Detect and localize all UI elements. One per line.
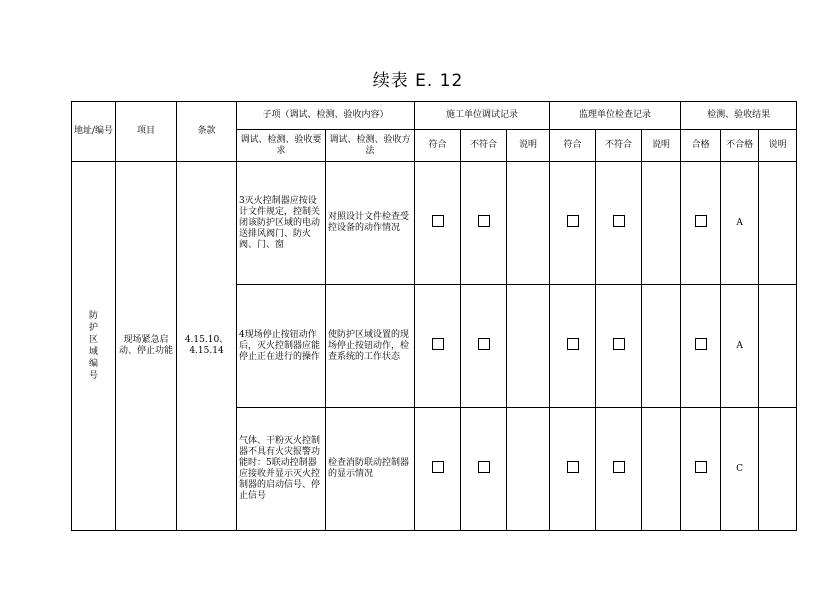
note-cell[interactable]	[642, 408, 681, 531]
address-code: 防护区域编号	[88, 311, 98, 381]
result-mark: C	[721, 408, 759, 531]
clause-cell: 4.15.10、4.15.14	[177, 162, 237, 531]
header-sub-item: 子项（调试、检测、验收内容）	[237, 102, 415, 130]
conform-checkbox[interactable]	[567, 215, 579, 227]
header-unqualified: 不合格	[721, 130, 759, 162]
item-cell: 现场紧急启动、停止功能	[116, 162, 177, 531]
header-method: 调试、检测、验收方法	[326, 130, 415, 162]
nonconform-checkbox[interactable]	[478, 215, 490, 227]
header-construction-record: 施工单位调试记录	[415, 102, 550, 130]
conform-checkbox[interactable]	[567, 338, 579, 350]
header-supervision-record: 监理单位检查记录	[550, 102, 681, 130]
note-cell[interactable]	[507, 285, 550, 408]
address-cell	[72, 162, 116, 531]
requirement-cell: 气体、干粉灭火控制器不具有火灾报警功能时：5联动控制器应接收并显示灭火控制器的启动信号、停止信号	[237, 408, 326, 531]
qualified-checkbox[interactable]	[695, 461, 707, 473]
table-row	[72, 162, 797, 285]
requirement-cell: 4现场停止按钮动作后，灭火控制器应能停止正在进行的操作	[237, 285, 326, 408]
method-cell: 检查消防联动控制器的显示情况	[326, 408, 415, 531]
method-cell: 对照设计文件检查受控设备的动作情况	[326, 162, 415, 285]
note-cell[interactable]	[759, 408, 797, 531]
header-nonconform: 不符合	[596, 130, 642, 162]
header-note: 说明	[507, 130, 550, 162]
note-cell[interactable]	[642, 162, 681, 285]
nonconform-checkbox[interactable]	[478, 461, 490, 473]
note-cell[interactable]	[759, 162, 797, 285]
header-address-code: 地址/编号	[72, 102, 116, 162]
header-clause: 条款	[177, 102, 237, 162]
header-note: 说明	[759, 130, 797, 162]
requirement-cell: 3灭火控制器应按设计文件规定，控制关闭该防护区域的电动送排风阀门、防火阀、门、窗	[237, 162, 326, 285]
header-conform: 符合	[550, 130, 596, 162]
note-cell[interactable]	[507, 162, 550, 285]
nonconform-checkbox[interactable]	[613, 338, 625, 350]
nonconform-checkbox[interactable]	[613, 215, 625, 227]
qualified-checkbox[interactable]	[695, 338, 707, 350]
header-requirement: 调试、检测、验收要求	[237, 130, 326, 162]
nonconform-checkbox[interactable]	[478, 338, 490, 350]
conform-checkbox[interactable]	[432, 338, 444, 350]
header-conform: 符合	[415, 130, 461, 162]
header-qualified: 合格	[681, 130, 721, 162]
header-item: 项目	[116, 102, 177, 162]
note-cell[interactable]	[759, 285, 797, 408]
inspection-table	[71, 101, 797, 531]
conform-checkbox[interactable]	[432, 215, 444, 227]
qualified-checkbox[interactable]	[695, 215, 707, 227]
nonconform-checkbox[interactable]	[613, 461, 625, 473]
conform-checkbox[interactable]	[567, 461, 579, 473]
note-cell[interactable]	[507, 408, 550, 531]
result-mark: A	[721, 285, 759, 408]
header-acceptance-result: 检测、验收结果	[681, 102, 797, 130]
result-mark: A	[721, 162, 759, 285]
header-nonconform: 不符合	[461, 130, 507, 162]
note-cell[interactable]	[642, 285, 681, 408]
form-title: 续表 E. 12	[372, 71, 464, 91]
header-note: 说明	[642, 130, 681, 162]
method-cell: 使防护区域设置的现场停止按钮动作，检查系统的工作状态	[326, 285, 415, 408]
conform-checkbox[interactable]	[432, 461, 444, 473]
